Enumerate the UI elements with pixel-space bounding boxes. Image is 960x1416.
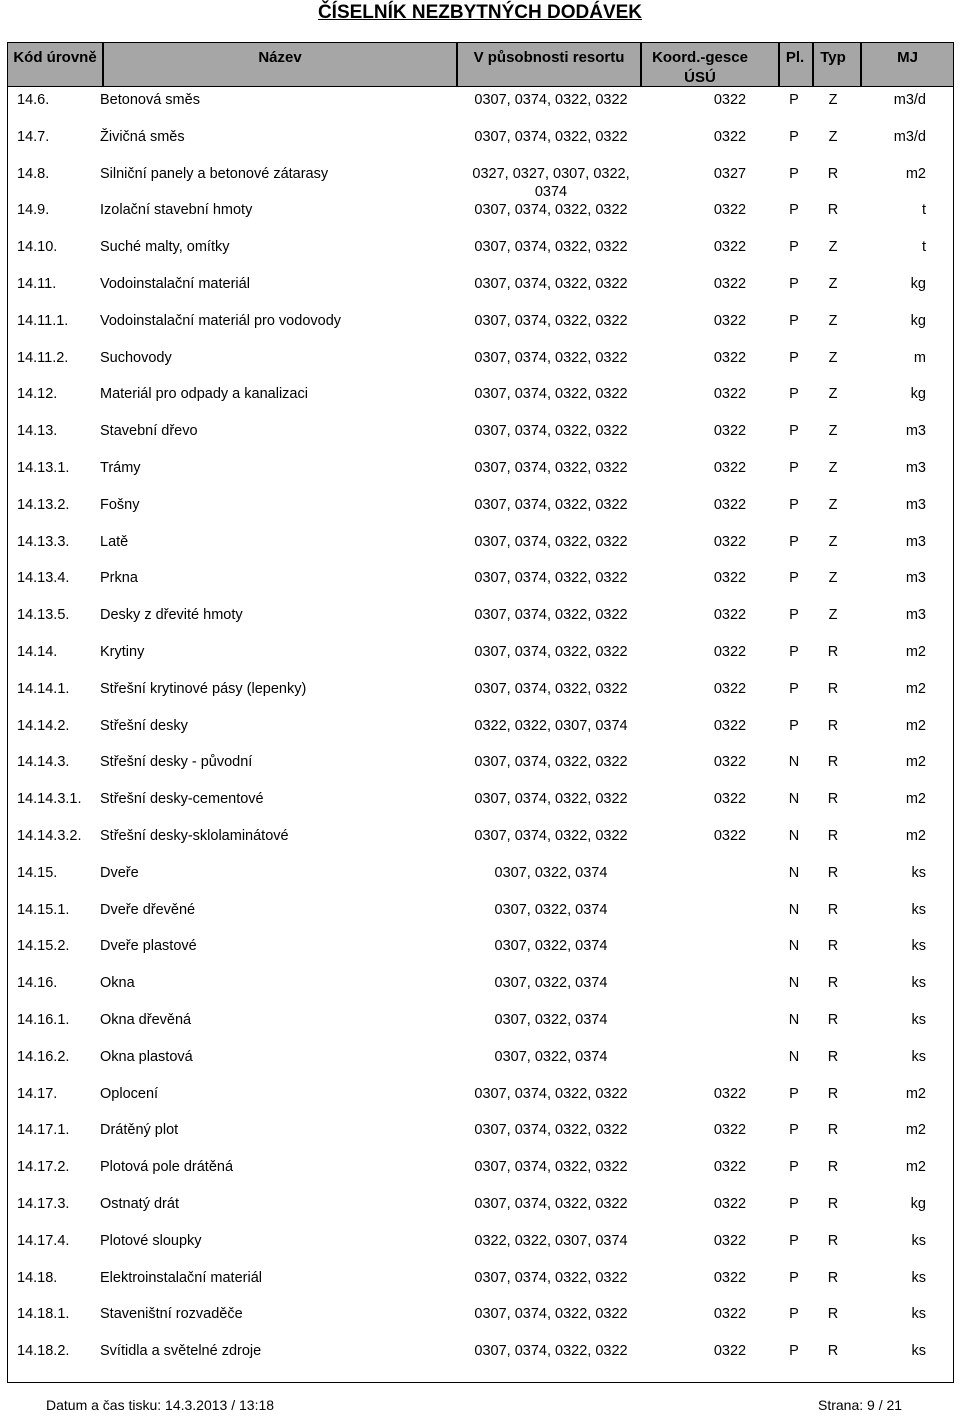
- row-scope: 0307, 0322, 0374: [494, 975, 608, 992]
- row-typ: R: [827, 828, 839, 844]
- row-name: Dveře dřevěné: [100, 901, 196, 918]
- header-divider: [640, 43, 642, 87]
- row-mj: m2: [905, 1122, 926, 1139]
- row-mj: m3: [905, 607, 926, 624]
- header-nazev: Název: [258, 49, 302, 66]
- row-code: 14.14.3.1.: [17, 791, 82, 808]
- table-row: [8, 381, 953, 418]
- table-row: [8, 87, 953, 124]
- table-row: [8, 418, 953, 455]
- row-koord: 0322: [713, 349, 747, 366]
- row-code: 14.8.: [17, 165, 50, 182]
- row-pl: P: [789, 202, 799, 219]
- page-number: Strana: 9 / 21: [818, 1397, 903, 1413]
- row-koord: 0322: [713, 460, 747, 476]
- row-mj: ks: [911, 1306, 926, 1323]
- row-typ: R: [827, 1196, 839, 1212]
- row-pl: P: [789, 1306, 799, 1323]
- row-name: Latě: [100, 533, 129, 550]
- table-row: [8, 1154, 953, 1191]
- table-row: [8, 933, 953, 970]
- row-scope: 0307, 0374, 0322, 0322: [474, 680, 628, 697]
- row-koord: 0322: [713, 570, 747, 587]
- row-koord: 0322: [713, 92, 747, 108]
- table-row: [8, 1191, 953, 1228]
- row-scope: 0307, 0374, 0322, 0322: [474, 533, 628, 550]
- row-pl: P: [789, 92, 799, 108]
- row-pl: P: [789, 312, 799, 329]
- table-row: [8, 1338, 953, 1375]
- row-mj: m2: [905, 754, 926, 771]
- row-mj: ks: [911, 1012, 926, 1028]
- row-scope: 0307, 0374, 0322, 0322: [474, 349, 628, 366]
- row-code: 14.12.: [17, 386, 58, 403]
- row-name: Stavební dřevo: [100, 423, 198, 440]
- row-typ: R: [827, 901, 839, 918]
- row-mj: m3/d: [893, 92, 926, 108]
- row-scope: 0307, 0322, 0374: [494, 864, 608, 881]
- row-typ: R: [827, 644, 839, 660]
- row-code: 14.13.: [17, 423, 58, 440]
- row-pl: P: [789, 349, 799, 366]
- row-pl: N: [788, 864, 800, 881]
- row-code: 14.16.: [17, 975, 58, 992]
- row-koord: 0322: [713, 754, 747, 771]
- row-name: Izolační stavební hmoty: [100, 202, 253, 219]
- row-mj: m3: [905, 496, 926, 513]
- row-code: 14.15.2.: [17, 938, 70, 955]
- row-pl: P: [789, 717, 799, 734]
- row-mj: ks: [911, 1269, 926, 1286]
- row-name: Okna plastová: [100, 1048, 193, 1065]
- row-code: 14.14.1.: [17, 680, 70, 697]
- row-scope: 0307, 0374, 0322, 0322: [474, 828, 628, 844]
- row-pl: P: [789, 1269, 799, 1286]
- row-code: 14.13.5.: [17, 607, 70, 624]
- row-typ: Z: [828, 239, 838, 256]
- row-name: Střešní desky-cementové: [100, 791, 264, 808]
- row-mj: ks: [911, 938, 926, 955]
- table-row: [8, 860, 953, 897]
- row-pl: P: [789, 460, 799, 476]
- row-name: Plotová pole drátěná: [100, 1159, 234, 1176]
- row-code: 14.17.1.: [17, 1122, 70, 1139]
- row-code: 14.17.: [17, 1085, 58, 1102]
- row-name: Střešní desky-sklolaminátové: [100, 828, 289, 844]
- table-row: [8, 897, 953, 934]
- row-mj: kg: [910, 386, 926, 403]
- header-kod: Kód úrovně: [13, 49, 97, 66]
- row-koord: 0322: [713, 1343, 747, 1360]
- row-scope: 0307, 0374, 0322, 0322: [474, 1159, 628, 1176]
- page-title: ČÍSELNÍK NEZBYTNÝCH DODÁVEK: [317, 2, 643, 23]
- row-mj: ks: [911, 1048, 926, 1065]
- row-typ: R: [827, 938, 839, 955]
- row-koord: 0322: [713, 828, 747, 844]
- table-row: [8, 713, 953, 750]
- row-name: Oplocení: [100, 1085, 159, 1102]
- row-mj: m: [913, 349, 926, 366]
- row-mj: kg: [910, 276, 926, 292]
- row-code: 14.7.: [17, 128, 50, 145]
- row-pl: P: [789, 276, 799, 292]
- row-name: Vodoinstalační materiál: [100, 276, 250, 292]
- row-scope: 0307, 0374, 0322, 0322: [474, 570, 628, 587]
- row-code: 14.13.1.: [17, 460, 70, 476]
- row-koord: 0322: [713, 1122, 747, 1139]
- row-pl: P: [789, 1232, 799, 1249]
- row-scope: 0307, 0374, 0322, 0322: [474, 754, 628, 771]
- row-typ: R: [827, 864, 839, 881]
- row-name: Dveře: [100, 864, 139, 881]
- table-row: [8, 1007, 953, 1044]
- table-row: [8, 197, 953, 234]
- row-scope: 0307, 0374, 0322, 0322: [474, 1269, 628, 1286]
- row-pl: P: [789, 1196, 799, 1212]
- table-row: [8, 786, 953, 823]
- row-pl: P: [789, 386, 799, 403]
- row-pl: P: [789, 165, 799, 182]
- row-koord: 0327: [713, 165, 747, 182]
- row-code: 14.9.: [17, 202, 50, 219]
- row-koord: 0322: [713, 1085, 747, 1102]
- row-mj: m3: [905, 423, 926, 440]
- row-code: 14.17.3.: [17, 1196, 70, 1212]
- row-code: 14.11.1.: [17, 312, 69, 329]
- row-typ: R: [827, 1343, 839, 1360]
- table-row: [8, 1044, 953, 1081]
- row-name: Střešní desky: [100, 717, 188, 734]
- row-code: 14.13.3.: [17, 533, 70, 550]
- table-row: [8, 234, 953, 271]
- row-mj: m2: [905, 828, 926, 844]
- row-name: Drátěný plot: [100, 1122, 179, 1139]
- row-scope: 0307, 0322, 0374: [494, 1012, 608, 1028]
- row-mj: ks: [911, 864, 926, 881]
- row-code: 14.14.3.: [17, 754, 70, 771]
- row-pl: N: [788, 975, 800, 992]
- row-scope: 0307, 0374, 0322, 0322: [474, 1306, 628, 1323]
- row-koord: 0322: [713, 202, 747, 219]
- row-typ: R: [827, 754, 839, 771]
- row-mj: ks: [911, 901, 926, 918]
- row-mj: m2: [905, 165, 926, 182]
- row-koord: 0322: [713, 607, 747, 624]
- row-scope: 0307, 0374, 0322, 0322: [474, 276, 628, 292]
- table-row: [8, 749, 953, 786]
- row-mj: t: [921, 239, 926, 256]
- row-pl: P: [789, 644, 799, 660]
- table-row: [8, 308, 953, 345]
- table-row: [8, 161, 953, 198]
- row-pl: P: [789, 1085, 799, 1102]
- row-koord: 0322: [713, 680, 747, 697]
- row-typ: Z: [828, 312, 838, 329]
- table-row: [8, 455, 953, 492]
- row-koord: 0322: [713, 1306, 747, 1323]
- row-code: 14.6.: [17, 92, 50, 108]
- row-typ: R: [827, 791, 839, 808]
- row-code: 14.18.: [17, 1269, 58, 1286]
- row-koord: 0322: [713, 1232, 747, 1249]
- row-typ: Z: [828, 423, 838, 440]
- table-row: [8, 529, 953, 566]
- row-name: Živičná směs: [100, 128, 185, 145]
- row-typ: R: [827, 1085, 839, 1102]
- row-mj: m2: [905, 717, 926, 734]
- row-scope: 0307, 0374, 0322, 0322: [474, 202, 628, 219]
- row-koord: 0322: [713, 1269, 747, 1286]
- row-pl: N: [788, 901, 800, 918]
- print-date: Datum a čas tisku: 14.3.2013 / 13:18: [46, 1397, 275, 1413]
- row-typ: R: [827, 717, 839, 734]
- row-koord: 0322: [713, 791, 747, 808]
- row-scope: 0307, 0374, 0322, 0322: [474, 1196, 628, 1212]
- table-row: [8, 602, 953, 639]
- table-row: [8, 345, 953, 382]
- row-name: Suché malty, omítky: [100, 239, 230, 256]
- row-name: Plotové sloupky: [100, 1232, 202, 1249]
- row-name: Krytiny: [100, 644, 145, 660]
- row-mj: ks: [911, 975, 926, 992]
- row-name: Svítidla a světelné zdroje: [100, 1343, 262, 1360]
- row-scope: 0307, 0374, 0322, 0322: [474, 1343, 628, 1360]
- row-pl: N: [788, 791, 800, 808]
- row-pl: N: [788, 828, 800, 844]
- row-name: Prkna: [100, 570, 138, 587]
- table-row: [8, 271, 953, 308]
- codebook-table: [7, 42, 954, 1383]
- row-scope: 0307, 0374, 0322, 0322: [474, 644, 628, 660]
- row-typ: R: [827, 1269, 839, 1286]
- row-typ: Z: [828, 349, 838, 366]
- table-row: [8, 1117, 953, 1154]
- row-mj: kg: [910, 312, 926, 329]
- row-code: 14.14.2.: [17, 717, 70, 734]
- row-scope: 0307, 0374, 0322, 0322: [474, 312, 628, 329]
- table-row: [8, 823, 953, 860]
- row-code: 14.17.4.: [17, 1232, 70, 1249]
- row-name: Silniční panely a betonové zátarasy: [100, 165, 329, 182]
- row-typ: R: [827, 202, 839, 219]
- row-typ: R: [827, 680, 839, 697]
- row-koord: 0322: [713, 496, 747, 513]
- table-row: [8, 1081, 953, 1118]
- table-row: [8, 639, 953, 676]
- row-name: Střešní desky - původní: [100, 754, 253, 771]
- row-typ: Z: [828, 386, 838, 403]
- row-name: Staveništní rozvaděče: [100, 1306, 243, 1323]
- header-scope: V působnosti resortu: [473, 49, 625, 66]
- row-pl: P: [789, 680, 799, 697]
- row-scope: 0307, 0322, 0374: [494, 1048, 608, 1065]
- table-row: [8, 1301, 953, 1338]
- row-pl: N: [788, 754, 800, 771]
- row-scope: 0307, 0374, 0322, 0322: [474, 460, 628, 476]
- row-scope: 0307, 0374, 0322, 0322: [474, 1085, 628, 1102]
- row-mj: m2: [905, 791, 926, 808]
- row-pl: P: [789, 128, 799, 145]
- row-pl: N: [788, 1012, 800, 1028]
- row-name: Elektroinstalační materiál: [100, 1269, 262, 1286]
- row-name: Vodoinstalační materiál pro vodovody: [100, 312, 342, 329]
- row-pl: P: [789, 533, 799, 550]
- table-row: [8, 1228, 953, 1265]
- row-code: 14.14.3.2.: [17, 828, 82, 844]
- header-koord: Koord.-gesce ÚSÚ: [652, 49, 748, 86]
- row-typ: Z: [828, 92, 838, 108]
- row-koord: 0322: [713, 1159, 747, 1176]
- row-typ: Z: [828, 570, 838, 587]
- row-typ: Z: [828, 496, 838, 513]
- row-typ: R: [827, 975, 839, 992]
- row-code: 14.17.2.: [17, 1159, 70, 1176]
- row-koord: 0322: [713, 1196, 747, 1212]
- row-code: 14.10.: [17, 239, 58, 256]
- row-pl: P: [789, 1122, 799, 1139]
- row-pl: P: [789, 570, 799, 587]
- row-scope: 0307, 0374, 0322, 0322: [474, 1122, 628, 1139]
- row-name: Materiál pro odpady a kanalizaci: [100, 386, 308, 403]
- row-scope: 0307, 0374, 0322, 0322: [474, 791, 628, 808]
- row-mj: m2: [905, 1159, 926, 1176]
- row-code: 14.18.1.: [17, 1306, 70, 1323]
- row-mj: m3: [905, 460, 926, 476]
- row-mj: m2: [905, 1085, 926, 1102]
- row-koord: 0322: [713, 717, 747, 734]
- row-name: Suchovody: [100, 349, 172, 366]
- row-typ: R: [827, 1232, 839, 1249]
- row-mj: ks: [911, 1343, 926, 1360]
- row-pl: N: [788, 1048, 800, 1065]
- row-typ: R: [827, 1306, 839, 1323]
- row-code: 14.13.2.: [17, 496, 70, 513]
- row-name: Betonová směs: [100, 92, 200, 108]
- row-name: Trámy: [100, 460, 141, 476]
- row-name: Střešní krytinové pásy (lepenky): [100, 680, 307, 697]
- row-koord: 0322: [713, 128, 747, 145]
- row-scope: 0307, 0374, 0322, 0322: [474, 386, 628, 403]
- row-pl: N: [788, 938, 800, 955]
- row-typ: Z: [828, 276, 838, 292]
- row-scope: 0322, 0322, 0307, 0374: [474, 1232, 628, 1249]
- row-scope: 0327, 0327, 0307, 0322, 0374: [472, 165, 630, 200]
- table-row: [8, 676, 953, 713]
- table-row: [8, 1265, 953, 1302]
- row-pl: P: [789, 423, 799, 440]
- row-name: Fošny: [100, 496, 140, 513]
- row-pl: P: [789, 1159, 799, 1176]
- row-code: 14.11.2.: [17, 349, 69, 366]
- row-mj: m2: [905, 644, 926, 660]
- row-scope: 0307, 0374, 0322, 0322: [474, 423, 628, 440]
- row-mj: m2: [905, 680, 926, 697]
- row-koord: 0322: [713, 533, 747, 550]
- row-scope: 0307, 0374, 0322, 0322: [474, 128, 628, 145]
- row-scope: 0307, 0374, 0322, 0322: [474, 496, 628, 513]
- row-koord: 0322: [713, 644, 747, 660]
- row-scope: 0307, 0374, 0322, 0322: [474, 92, 628, 108]
- row-name: Desky z dřevité hmoty: [100, 607, 243, 624]
- row-scope: 0322, 0322, 0307, 0374: [474, 717, 628, 734]
- row-pl: P: [789, 239, 799, 256]
- row-scope: 0307, 0322, 0374: [494, 938, 608, 955]
- row-mj: m3: [905, 570, 926, 587]
- header-typ: Typ: [820, 49, 846, 66]
- row-pl: P: [789, 607, 799, 624]
- row-code: 14.18.2.: [17, 1343, 70, 1360]
- row-typ: Z: [828, 607, 838, 624]
- row-typ: Z: [828, 460, 838, 476]
- table-row: [8, 124, 953, 161]
- table-row: [8, 970, 953, 1007]
- row-koord: 0322: [713, 386, 747, 403]
- row-code: 14.11.: [17, 276, 57, 292]
- row-pl: P: [789, 1343, 799, 1360]
- row-mj: t: [921, 202, 926, 219]
- row-code: 14.13.4.: [17, 570, 70, 587]
- row-typ: R: [827, 165, 839, 182]
- row-mj: kg: [910, 1196, 926, 1212]
- row-mj: ks: [911, 1232, 926, 1249]
- row-koord: 0322: [713, 423, 747, 440]
- row-pl: P: [789, 496, 799, 513]
- row-mj: m3/d: [893, 128, 926, 145]
- row-scope: 0307, 0374, 0322, 0322: [474, 239, 628, 256]
- row-scope: 0307, 0374, 0322, 0322: [474, 607, 628, 624]
- row-code: 14.15.: [17, 864, 58, 881]
- row-typ: R: [827, 1122, 839, 1139]
- table-header: [8, 43, 953, 87]
- row-scope: 0307, 0322, 0374: [494, 901, 608, 918]
- header-mj: MJ: [897, 49, 918, 66]
- row-code: 14.16.2.: [17, 1048, 70, 1065]
- row-code: 14.15.1.: [17, 901, 70, 918]
- row-name: Dveře plastové: [100, 938, 197, 955]
- row-typ: R: [827, 1159, 839, 1176]
- row-code: 14.16.1.: [17, 1012, 70, 1028]
- row-koord: 0322: [713, 312, 747, 329]
- table-row: [8, 565, 953, 602]
- row-name: Ostnatý drát: [100, 1196, 179, 1212]
- row-code: 14.14.: [17, 644, 58, 660]
- row-name: Okna dřevěná: [100, 1012, 192, 1028]
- row-typ: R: [827, 1012, 839, 1028]
- row-mj: m3: [905, 533, 926, 550]
- row-typ: Z: [828, 533, 838, 550]
- row-typ: R: [827, 1048, 839, 1065]
- row-typ: Z: [828, 128, 838, 145]
- header-pl: Pl.: [785, 49, 805, 66]
- row-name: Okna: [100, 975, 135, 992]
- row-koord: 0322: [713, 239, 747, 256]
- table-row: [8, 492, 953, 529]
- row-koord: 0322: [713, 276, 747, 292]
